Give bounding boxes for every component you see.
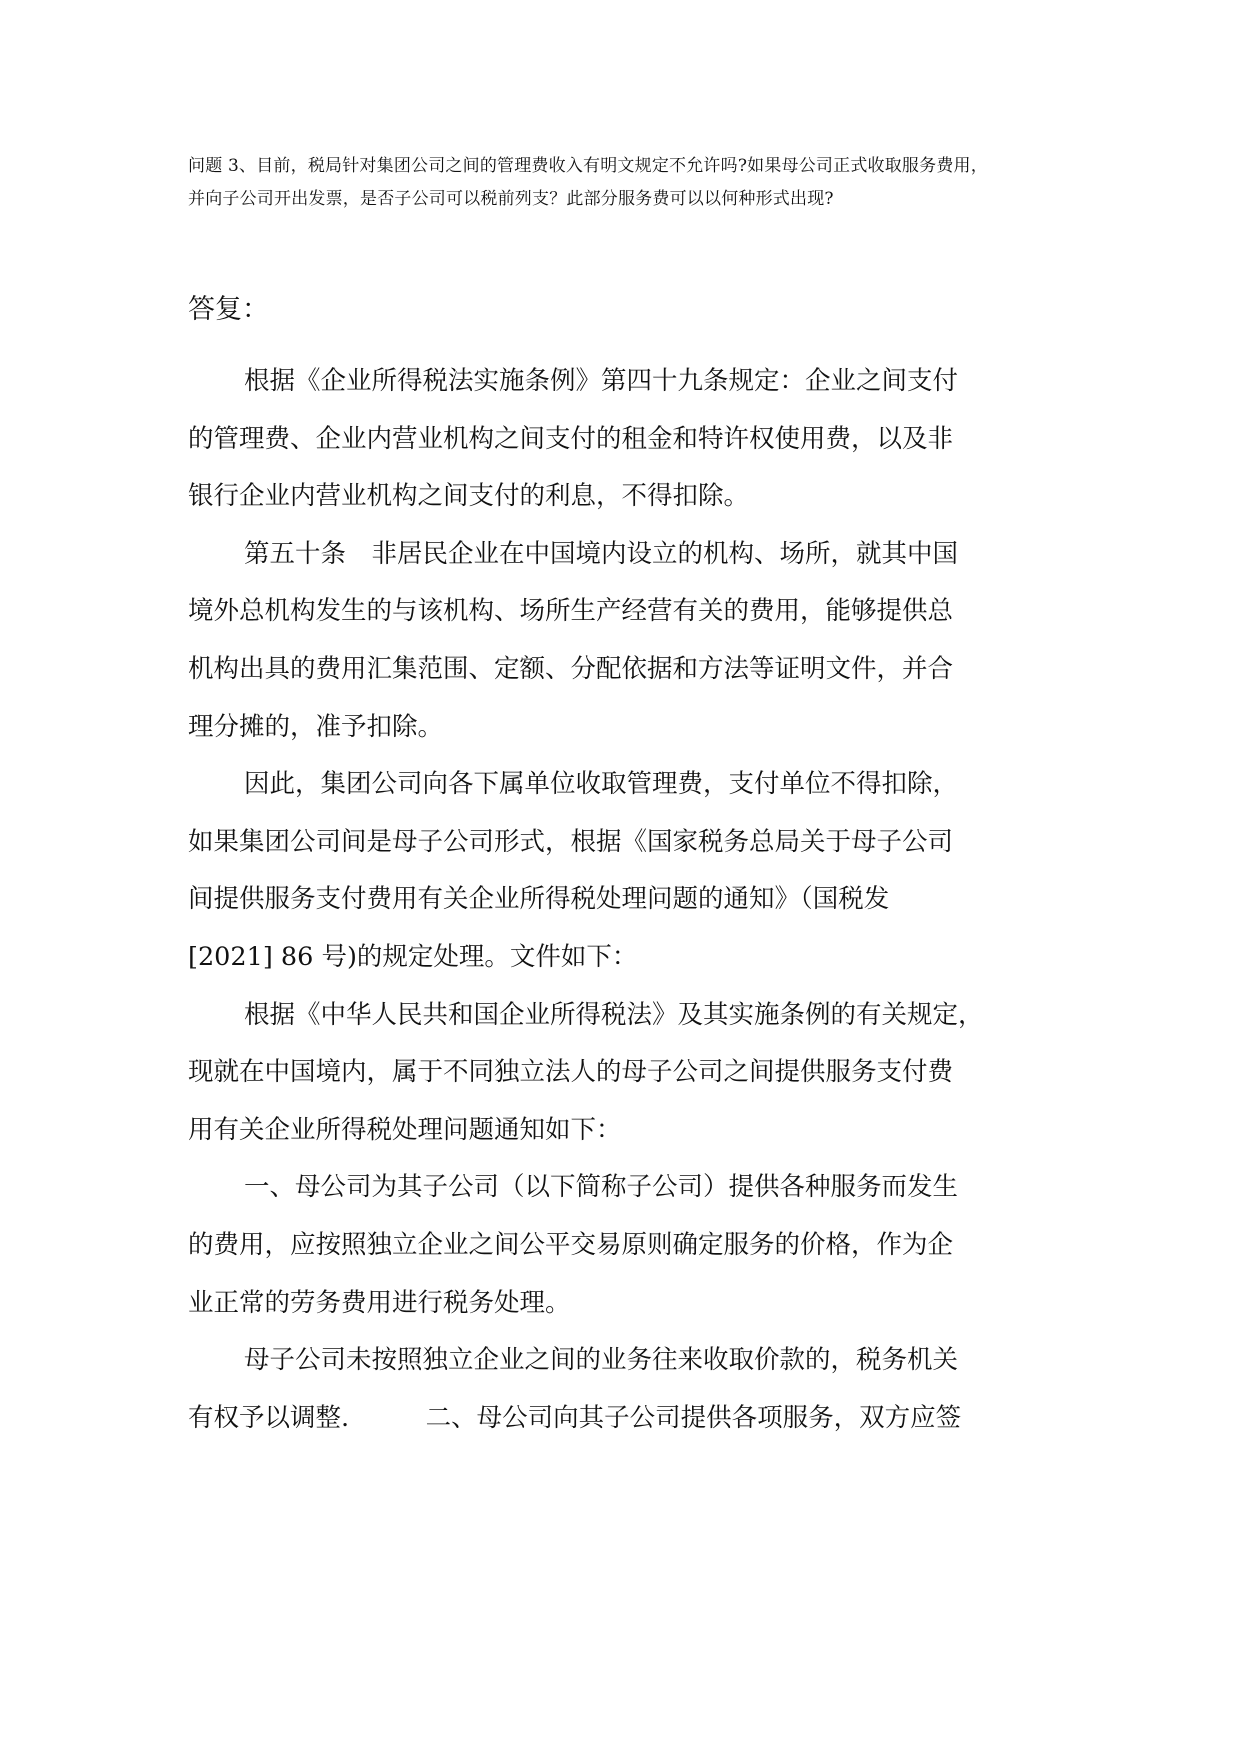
question-line: 并向子公司开出发票，是否子公司可以税前列支？此部分服务费可以以何种形式出现? xyxy=(188,189,834,209)
text-line: 间提供服务支付费用有关企业所得税处理问题的通知》（国税发 xyxy=(188,884,890,915)
text-line: 如果集团公司间是母子公司形式，根据《国家税务总局关于母子公司 xyxy=(188,826,954,857)
text-line: 机构出具的费用汇集范围、定额、分配依据和方法等证明文件，并合 xyxy=(188,653,954,684)
paragraph-conclusion xyxy=(188,756,1068,986)
text-line: 境外总机构发生的与该机构、场所生产经营有关的费用，能够提供总 xyxy=(188,596,954,627)
question-block xyxy=(188,150,1068,216)
text-line: 的费用，应按照独立企业之间公平交易原则确定服务的价格，作为企 xyxy=(188,1229,954,1260)
answer-heading: 答复： xyxy=(188,294,269,325)
text-line: 业正常的劳务费用进行税务处理。 xyxy=(188,1287,571,1318)
text-line: 银行企业内营业机构之间支付的利息，不得扣除。 xyxy=(188,481,750,512)
text-line: 一、母公司为其子公司（以下简称子公司）提供各种服务而发生 xyxy=(244,1172,959,1203)
text-line: 用有关企业所得税处理问题通知如下： xyxy=(188,1114,622,1145)
paragraph-article-50 xyxy=(188,526,1068,756)
text-line: 的管理费、企业内营业机构之间支付的租金和特许权使用费，以及非 xyxy=(188,423,954,454)
text-line: 母子公司未按照独立企业之间的业务往来收取价款的，税务机关 xyxy=(244,1345,959,1376)
paragraph-adjustment xyxy=(188,1332,1068,1447)
text-line: 因此，集团公司向各下属单位收取管理费，支付单位不得扣除， xyxy=(244,769,959,800)
text-line: 现就在中国境内，属于不同独立法人的母子公司之间提供服务支付费 xyxy=(188,1057,954,1088)
paragraph-notice-intro xyxy=(188,987,1068,1160)
text-line: 根据《中华人民共和国企业所得税法》及其实施条例的有关规定， xyxy=(244,999,984,1030)
text-line: 理分摊的，准予扣除。 xyxy=(188,711,444,742)
text-line: 第五十条 非居民企业在中国境内设立的机构、场所，就其中国 xyxy=(244,538,959,569)
question-line: 问题 3、目前，税局针对集团公司之间的管理费收入有明文规定不允许吗?如果母公司正式收取服务费用， xyxy=(188,156,988,176)
text-line: [2021] 86 号)的规定处理。文件如下： xyxy=(188,941,638,972)
answer-body xyxy=(188,353,1068,1447)
paragraph-article-49 xyxy=(188,353,1068,526)
text-line: 根据《企业所得税法实施条例》第四十九条规定：企业之间支付 xyxy=(244,366,959,396)
paragraph-item-one xyxy=(188,1159,1068,1332)
text-line: 有权予以调整. 二、母公司向其子公司提供各项服务，双方应签 xyxy=(188,1402,962,1433)
